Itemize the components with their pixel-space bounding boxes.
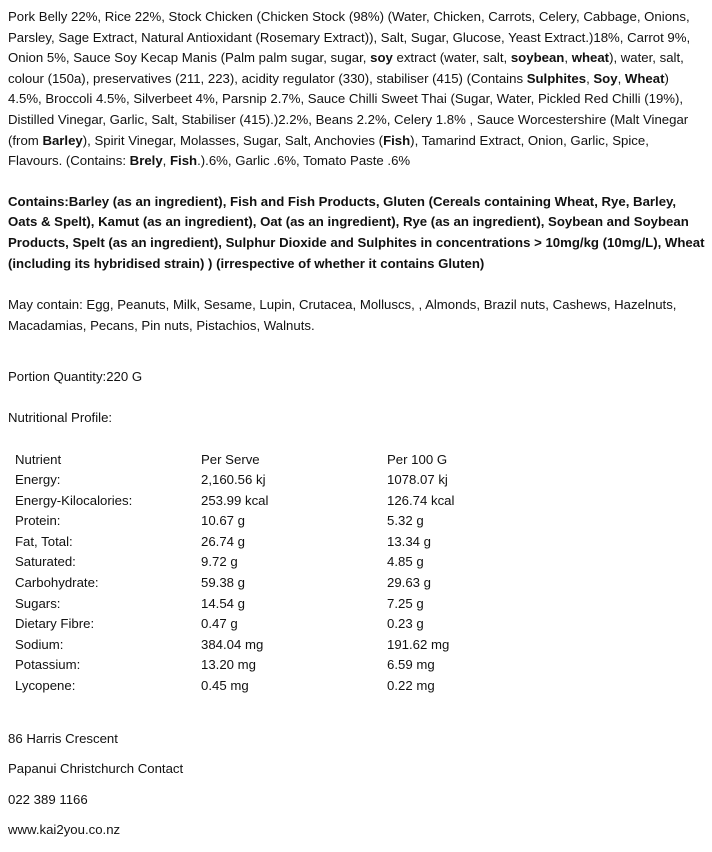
nutrition-row <box>15 552 587 573</box>
per-100g-value: 29.63 g <box>387 575 431 591</box>
nutrition-row <box>15 532 587 553</box>
per-serve-value: 10.67 g <box>201 513 245 529</box>
ingredient-text: ), Spirit Vinegar, Molasses, Sugar, Salt, Anchovies ( <box>82 132 384 148</box>
per-100g-value: 13.34 g <box>387 533 431 549</box>
allergen-highlight: Sulphites <box>526 70 587 86</box>
contact-block <box>8 729 706 841</box>
nutrient-name: Carbohydrate: <box>15 575 99 591</box>
nutrition-row <box>15 511 587 532</box>
per-100g-value: 7.25 g <box>387 595 424 611</box>
ingredient-text: , <box>564 50 572 66</box>
ingredient-text: ) 4.5%, Broccoli 4.5%, Silverbeet 4%, Parsnip 2.7%, Sauce Chilli Sweet Thai (Sugar, Water, Pickled Red Chilli (19%), Distilled Vinegar, Garlic, Salt, Stabiliser (415).)2.2%, Beans 2.2%, Celery 1.8% , Sauce Worcestershire (Malt Vinegar (from <box>8 70 689 148</box>
portion-quantity: Portion Quantity:220 G <box>8 369 143 385</box>
per-100g-value: 6.59 mg <box>387 657 435 673</box>
ingredient-text: , <box>586 70 594 86</box>
per-serve-value: 0.45 mg <box>201 678 249 694</box>
ingredient-text: ), Tamarind Extract, Onion, Garlic, Spice, Flavours. (Contains: <box>8 132 649 169</box>
contains-statement: Contains:Barley (as an ingredient), Fish and Fish Products, Gluten (Cereals containing Wheat, Rye, Barley, Oats & Spelt), Kamut (as an ingredient), Oat (as an ingredient), Rye (as an ingredient), Soybean and Soybean Products, Spelt (as an ingredient), Sulphur Dioxide and Sulphites in concentrations > 10mg/kg (10mg/L), Wheat (including its hybridised strain) ) (irrespective of whether it contains Gluten) <box>8 193 705 271</box>
nutrient-name: Lycopene: <box>15 678 76 694</box>
nutrient-name: Energy-Kilocalories: <box>15 492 133 508</box>
header-nutrient: Nutrient <box>15 451 62 467</box>
allergen-highlight: Fish <box>170 153 198 169</box>
header-per-100g: Per 100 G <box>387 451 448 467</box>
per-100g-value: 1078.07 kj <box>387 472 448 488</box>
nutrient-name: Sugars: <box>15 595 61 611</box>
per-100g-value: 0.23 g <box>387 616 424 632</box>
ingredient-text: ), water, salt, colour (150a), preservatives (211, 223), acidity regulator (330), stabiliser (415) (Contains <box>8 50 684 86</box>
ingredient-text: Pork Belly 22%, Rice 22%, Stock Chicken (Chicken Stock (98%) (Water, Chicken, Carrots, Celery, Cabbage, Onions, Parsley, Sage Extract, Natural Antioxidant (Rosemary Extract)), Salt, Sugar, Glucose, Yeast Extract.)18%, Carrot 9%, Onion 5%, Sauce Soy Kecap Manis (Palm palm sugar, sugar, <box>8 9 691 66</box>
nutrient-name: Dietary Fibre: <box>15 616 95 632</box>
nutrition-row <box>15 655 587 676</box>
per-100g-value: 126.74 kcal <box>387 492 455 508</box>
nutritional-profile-heading: Nutritional Profile: <box>8 409 113 425</box>
per-100g-value: 0.22 mg <box>387 678 435 694</box>
header-per-serve: Per Serve <box>201 451 260 467</box>
nutrition-header-row <box>15 450 587 471</box>
per-serve-value: 26.74 g <box>201 533 245 549</box>
nutrient-name: Energy: <box>15 472 61 488</box>
per-serve-value: 2,160.56 kj <box>201 472 266 488</box>
per-serve-value: 59.38 g <box>201 575 245 591</box>
may-contain-statement: May contain: Egg, Peanuts, Milk, Sesame, Lupin, Crutacea, Molluscs, , Almonds, Brazil nuts, Cashews, Hazelnuts, Macadamias, Pecans, Pin nuts, Pistachios, Walnuts. <box>8 297 677 333</box>
phone-number: 022 389 1166 <box>8 791 88 807</box>
per-100g-value: 4.85 g <box>387 554 424 570</box>
allergen-highlight: Wheat <box>624 70 665 86</box>
allergen-highlight: wheat <box>571 50 610 66</box>
per-serve-value: 384.04 mg <box>201 636 264 652</box>
per-100g-value: 5.32 g <box>387 513 424 529</box>
ingredient-text: .).6%, Garlic .6%, Tomato Paste .6% <box>197 153 411 169</box>
nutrition-row <box>15 635 587 656</box>
allergen-highlight: Brely <box>129 153 163 169</box>
nutrition-table-body <box>15 470 587 697</box>
per-serve-value: 13.20 mg <box>201 657 256 673</box>
allergen-highlight: soy <box>370 50 393 66</box>
address-line-1: 86 Harris Crescent <box>8 730 118 746</box>
nutrient-name: Sodium: <box>15 636 64 652</box>
ingredient-text: , <box>617 70 625 86</box>
per-100g-value: 191.62 mg <box>387 636 450 652</box>
allergen-highlight: Fish <box>383 132 411 148</box>
nutrition-row <box>15 594 587 615</box>
per-serve-value: 9.72 g <box>201 554 238 570</box>
nutrition-row <box>15 573 587 594</box>
nutrition-row <box>15 676 587 697</box>
nutrient-name: Potassium: <box>15 657 81 673</box>
ingredients-list <box>8 7 706 172</box>
allergen-highlight: Soy <box>593 70 618 86</box>
nutrient-name: Fat, Total: <box>15 533 73 549</box>
per-serve-value: 253.99 kcal <box>201 492 269 508</box>
nutrition-table <box>15 450 587 697</box>
ingredient-text: , <box>162 153 170 169</box>
address-line-2: Papanui Christchurch Contact <box>8 761 184 777</box>
nutrition-row <box>15 470 587 491</box>
nutrient-name: Protein: <box>15 513 61 529</box>
per-serve-value: 14.54 g <box>201 595 245 611</box>
ingredient-text: extract (water, salt, <box>392 50 511 66</box>
allergen-highlight: Barley <box>42 132 83 148</box>
nutrient-name: Saturated: <box>15 554 76 570</box>
allergen-highlight: soybean <box>510 50 565 66</box>
nutrition-row <box>15 491 587 512</box>
nutrition-row <box>15 614 587 635</box>
website-link[interactable]: www.kai2you.co.nz <box>8 822 121 838</box>
per-serve-value: 0.47 g <box>201 616 238 632</box>
